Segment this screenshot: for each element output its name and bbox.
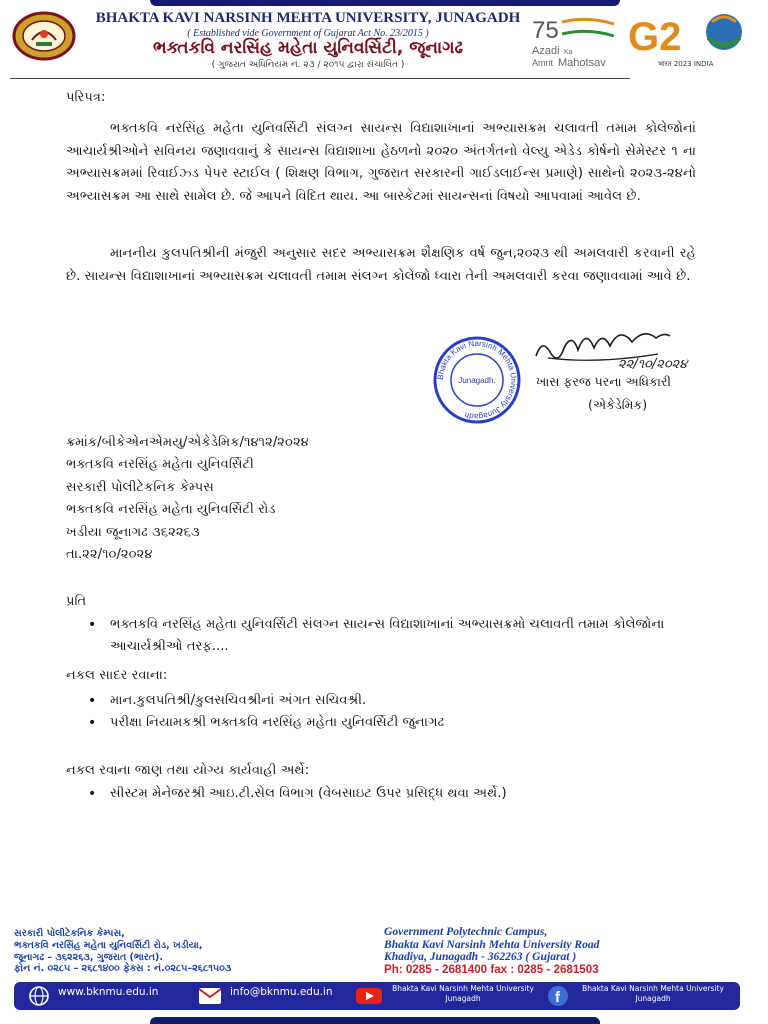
paragraph-2-text: માનનીય કુલપતિશ્રીની મંજુરી અનુસાર સદર અભ્યાસક્રમ શૈક્ષણિક વર્ષ જુન,૨૦૨૩ થી અમલવારી કરવાની રહે છે. સાયન્સ વિદ્યાશાખાનાં અભ્યાસક્રમ ચલાવતી તમામ સંલગ્ન કોલેજો ધ્વારા તેની અમલવારી કરવા જણાવવામાં આવે છે. <box>66 246 696 284</box>
address-line-2: સરકારી પોલીટેકનિક કેમ્પસ <box>66 479 214 495</box>
youtube-channel-name[interactable]: Bhakta Kavi Narsinh Mehta University Junagadh <box>392 984 534 1003</box>
footer-en-line-3: Khadiya, Junagadh - 362263 ( Gujarat ) <box>384 950 577 964</box>
svg-text:Azadi: Azadi <box>532 45 560 57</box>
header-divider <box>10 78 630 79</box>
address-line-1: ભક્તકવિ નરસિંહ મહેતા યુનિવર્સિટી <box>66 457 254 473</box>
paragraph-2 <box>66 243 696 288</box>
copy-label: નકલ સાદર રવાના: <box>66 668 168 683</box>
action-list <box>88 783 698 805</box>
footer-en-phone: Ph: 0285 - 2681400 fax : 0285 - 2681503 <box>384 962 599 976</box>
action-label: નકલ રવાના જાણ તથા યોગ્ય કાર્યવાહી અર્થે: <box>66 763 310 778</box>
list-item: • પરીક્ષા નિયામકશ્રી ભક્તકવિ નરસિંહ મહેતા યુનિવર્સિટી જુનાગઢ <box>88 712 698 734</box>
email-icon <box>198 987 222 1005</box>
to-list <box>88 614 698 659</box>
footer-gu-line-2: ભક્તકવિ નરસિંહ મહેતા યુનિવર્સિટી રોડ, ખડીયા, <box>14 939 203 951</box>
footer-gu-line-1: સરકારી પોલીટેકનિક કેમ્પસ, <box>14 928 125 939</box>
youtube-icon <box>356 988 382 1004</box>
signature-date: ૨૨/૧૦/૨૦૨૪ <box>618 357 688 372</box>
address-line-4: ખડીયા જૂનાગઢ ૩૬૨૨૬૩ <box>66 524 200 540</box>
footer-gu-line-4: ફોન નં. ૦૨૮૫ – ૨૬૮૧૪૦૦ ફેક્સ : નં.૦૨૮૫–૨૬૮૧૫૦૩ <box>14 963 232 975</box>
footer-en-line-1: Government Polytechnic Campus, <box>384 925 548 938</box>
globe-icon <box>28 985 50 1007</box>
azadi-ka-amrit-mahotsav-logo <box>528 12 620 70</box>
address-line-3: ભક્તકવિ નરસિંહ મહેતા યુનિવર્સિટી રોડ <box>66 502 276 518</box>
svg-text:f: f <box>555 989 560 1006</box>
footer-address-gujarati <box>14 928 384 975</box>
circular-heading: પરિપત્ર: <box>66 90 106 105</box>
svg-text:75: 75 <box>532 17 559 44</box>
footer-en-line-2: Bhakta Kavi Narsinh Mehta University Road <box>384 937 600 951</box>
footer-gu-line-3: જૂનાગઢ – ૩૬૨૨૬૩, ગુજરાત (ભારત). <box>14 951 163 963</box>
svg-text:Mahotsav: Mahotsav <box>558 57 606 69</box>
list-item: • માન.કુલપતિશ્રી/કુલસચિવશ્રીનાં અંગત સચિવશ્રી. <box>88 690 698 712</box>
university-act-english: ( Established vide Government of Gujarat Act No. 23/2015 ) <box>187 28 429 39</box>
university-stamp <box>432 335 522 425</box>
bottom-accent-bar <box>150 1017 600 1024</box>
reference-number: ક્રમાંક/બીકેએનએમયુ/એકેડેમિક/૧૪૧૨/૨૦૨૪ <box>66 435 309 450</box>
list-item: • ભક્તકવિ નરસિંહ મહેતા યુનિવર્સિટી સંલગ્ન સાયન્સ વિદ્યાશાખાનાં અભ્યાસક્રમો ચલાવતી તમામ કોલેજોના આચાર્યશ્રીઓ તરફ.... <box>88 614 698 659</box>
university-name-english: BHAKTA KAVI NARSINH MEHTA UNIVERSITY, JUNAGADH <box>95 10 521 26</box>
website-link[interactable]: www.bknmu.edu.in <box>58 986 159 998</box>
facebook-page-name[interactable]: Bhakta Kavi Narsinh Mehta University Junagadh <box>582 984 724 1003</box>
g20-india-logo <box>628 8 748 70</box>
paragraph-1-text: ભક્તકવિ નરસિંહ મહેતા યુનિવર્સિટી સંલગ્ન સાયન્સ વિદ્યાશાખાનાં અભ્યાસક્રમ ચલાવતી તમામ કોલેજોનાં આચાર્યશ્રીઓને સવિનય જણાવવાનું કે સાયન્સ વિદ્યાશાખા હેઠળનો ૨૦૨૦ અંતર્ગતનો વેલ્યુ એડેડ કોર્ષનો સેમેસ્ટર ૧ ના અભ્યાસક્રમમાં રિવાઈઝ્ડ પેપર સ્ટાઈલ ( શિક્ષણ વિભાગ, ગુજરાત સરકારની ગાઈડલાઈન્સ પ્રમાણે) સાથેનો ૨૦૨૩-૨૪નો અભ્યાસક્રમ આ સાથે સામેલ છે. જે આપને વિદિત થાય. આ બાસ્કેટમાં સાયન્સનાં વિષયો આપવામાં આવેલ છે. <box>66 121 696 204</box>
university-logo <box>12 10 76 62</box>
svg-text:Ka: Ka <box>564 49 573 56</box>
footer-address-english <box>384 926 754 976</box>
top-accent-bar <box>150 0 620 6</box>
university-name-gujarati: ભક્તકવિ નરસિંહ મહેતા યુનિવર્સિટી, જૂનાગઢ <box>153 38 463 58</box>
svg-text:Amrit: Amrit <box>532 58 553 68</box>
list-item: • સીસ્ટમ મેનેજરશ્રી આઇ.ટી.સેલ વિભાગ (વેબસાઇટ ઉપર પ્રસિદ્ધ થવા અર્થે.) <box>88 783 698 805</box>
copy-list <box>88 690 698 735</box>
svg-text:Junagadh.: Junagadh. <box>458 376 496 385</box>
signatory-title: ખાસ ફરજ પરના અધિકારી <box>536 374 671 389</box>
signature <box>528 318 688 376</box>
letter-date: તા.૨૨/૧૦/૨૦૨૪ <box>66 547 153 563</box>
university-act-gujarati: ( ગુજરાત અધિનિયમ નં. ૨૩ / ૨૦૧૫ દ્વારા સંચાલિત ) <box>211 60 405 70</box>
stamp-text: Bhakta Kavi Narsinh Mehta University Junagadh <box>435 338 519 422</box>
signatory-department: (એકેડેમિક) <box>588 397 648 412</box>
address-block <box>66 432 309 566</box>
email-link[interactable]: info@bknmu.edu.in <box>230 986 333 998</box>
facebook-icon <box>546 985 570 1007</box>
to-label: પ્રતિ <box>66 594 87 609</box>
svg-text:भारत 2023 INDIA: भारत 2023 INDIA <box>658 60 714 68</box>
paragraph-1 <box>66 118 696 208</box>
svg-text:G2: G2 <box>628 15 682 59</box>
